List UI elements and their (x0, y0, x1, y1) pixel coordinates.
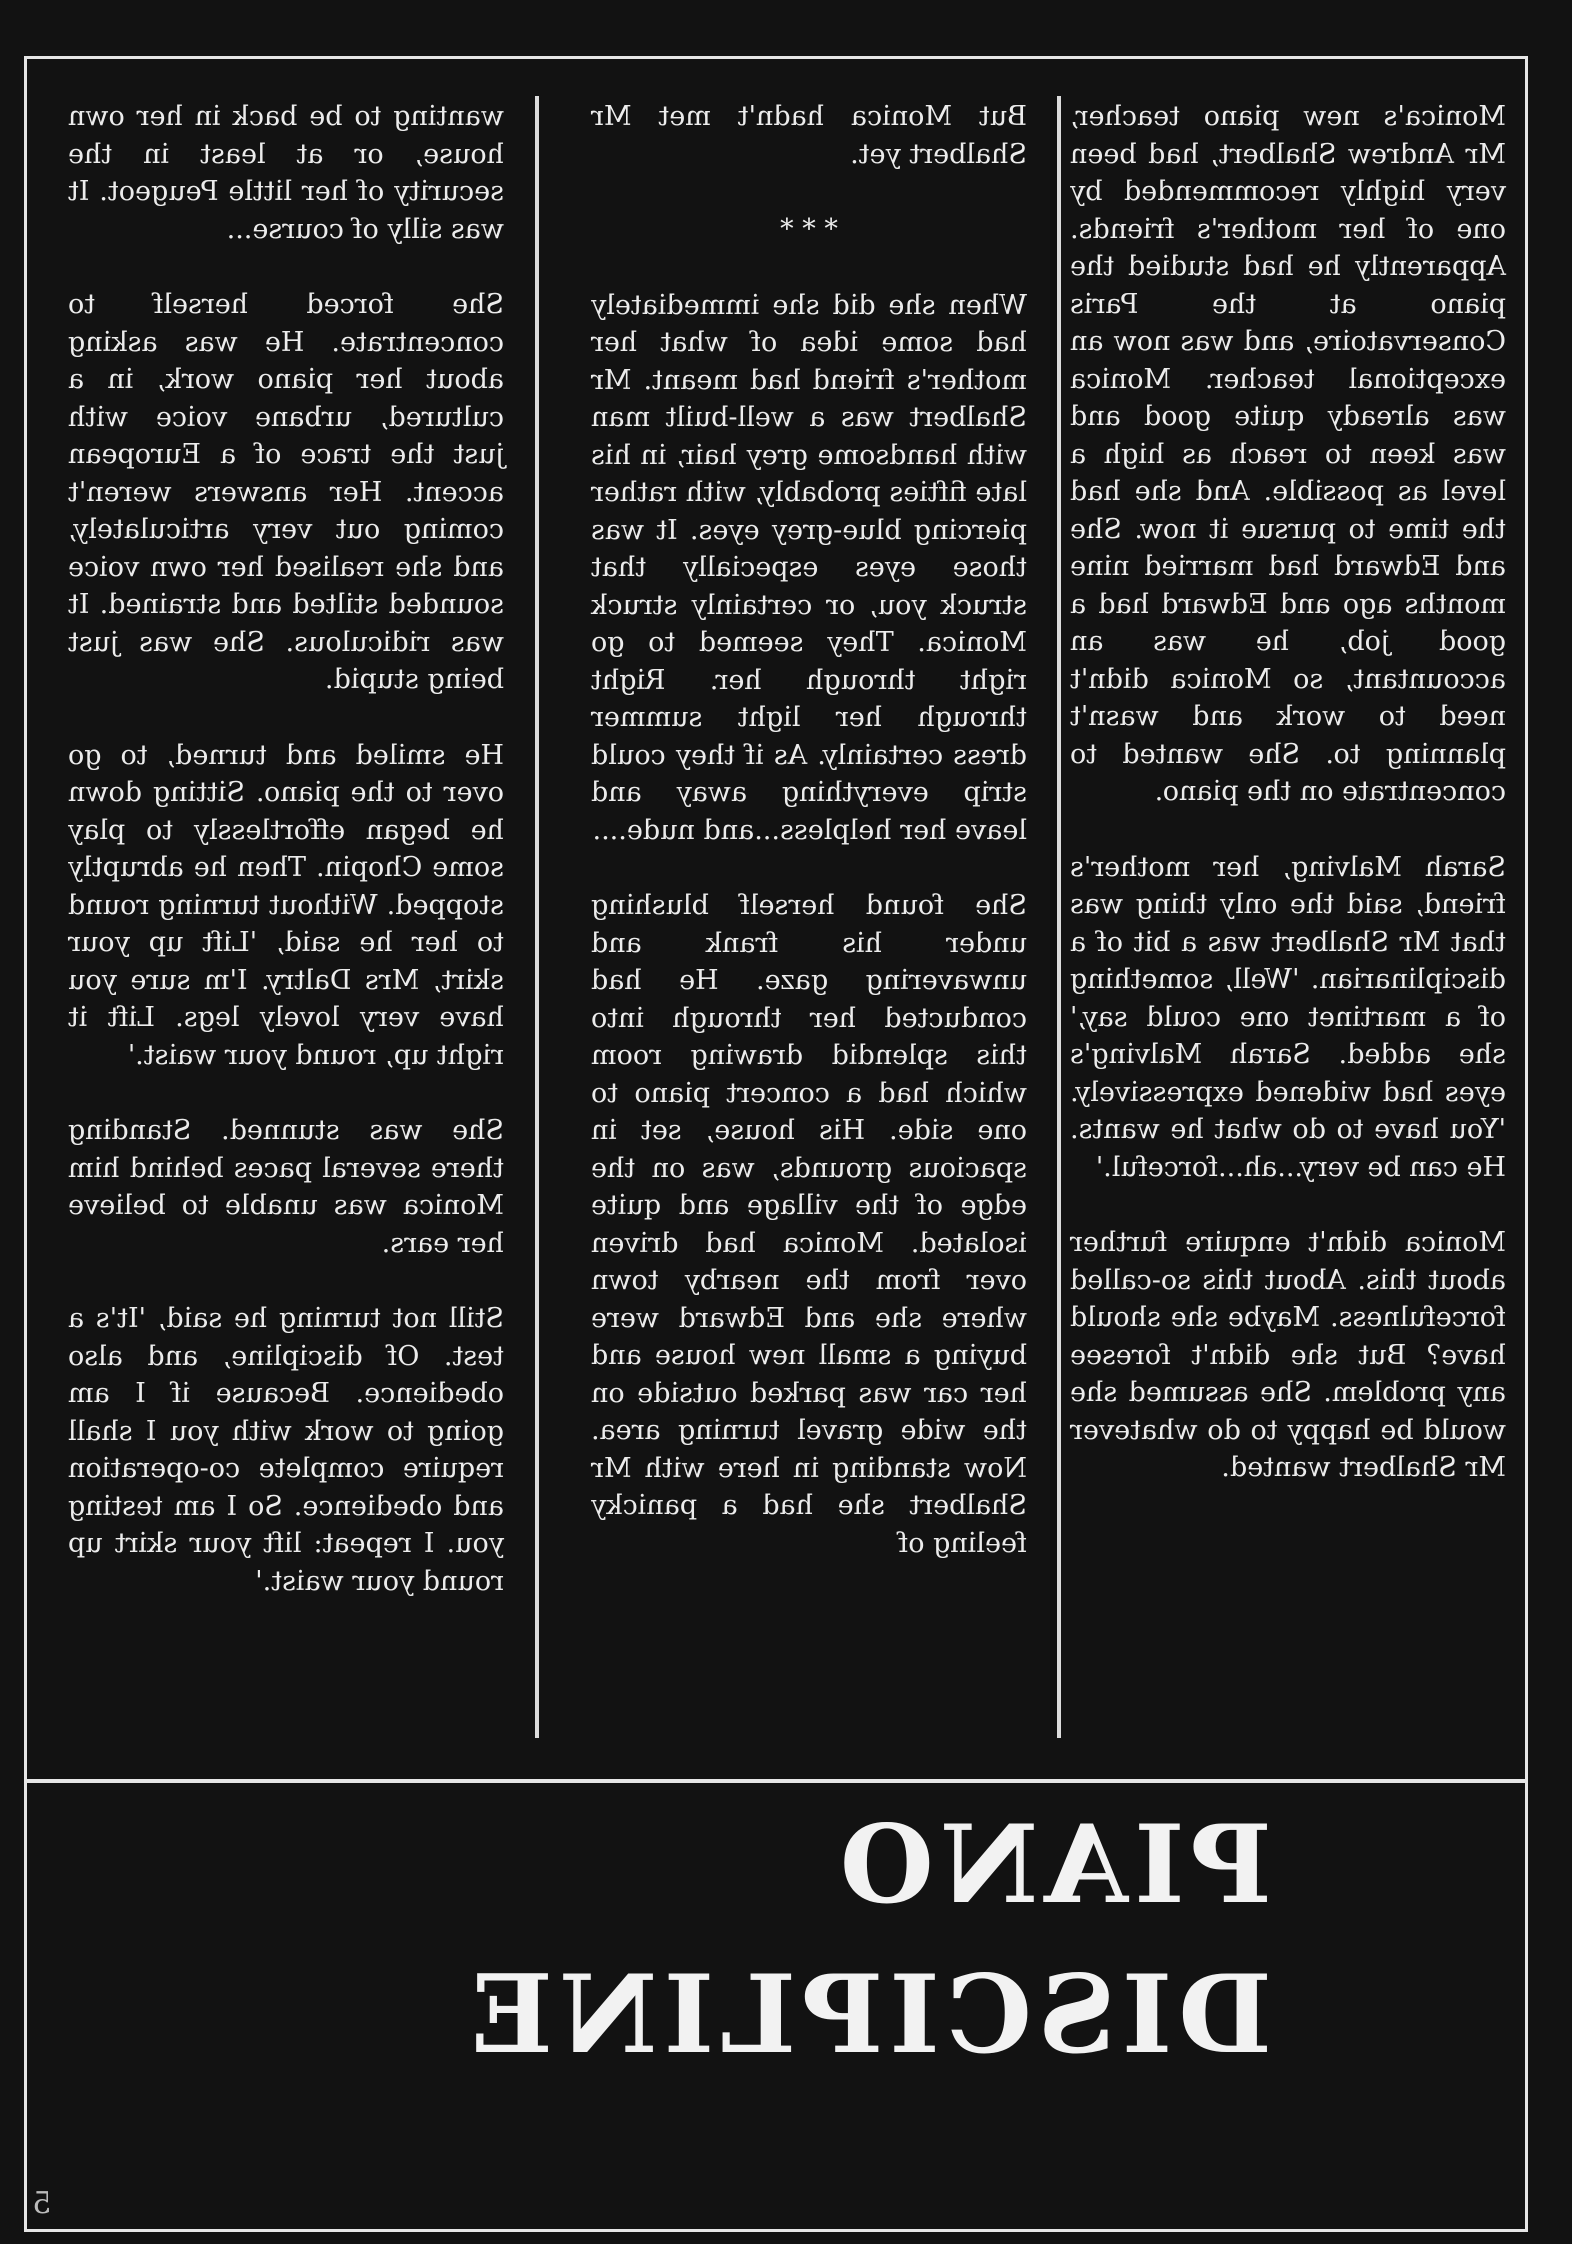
paragraph: Still not turning he said, 'It's a test. Of discipline, and also obedience. Because if I am going to work with you I shall require complete co-operation and obedience. So I am testing you. I repeat: lift your skirt up round your waist.' (68, 1303, 504, 1597)
page-number: 5 (32, 2186, 52, 2221)
paragraph: She found herself blushing under his frank and unwavering gaze. He had conducted her through into this splendid drawing room which had a concert piano to one side. His house, set in spacious grounds, was on the edge of the village and quite isolated. Monica had driven over from the nearby town where she and Edward were buying a small new house and her car was parked outside on the wide gravel turning area. Now standing in here with Mr Shalbert she had a panicky feeling of (591, 890, 1027, 1559)
paragraph: But Monica hadn't met Mr Shalbert yet. (591, 101, 1027, 170)
column-rule (535, 96, 539, 1738)
paragraph: Sarah Malving, her mother's friend, said the only thing was that Mr Shalbert was a bit of a disciplinarian. 'Well, something of a martinet one could say,' she added. Sarah Malving's eyes had widened expressively. 'You have to do what he wants. He can be very...ah...forceful.' (1070, 851, 1506, 1183)
title-line-2: DISCIPLINE (464, 1952, 1272, 2078)
paragraph: She forced herself to concentrate. He was asking about her piano work, in a cultured, urbane voice with just the trace of a European accent. Her answers weren't coming out very articulately, and she realised her own voice sounded stilted and strained. It was ridiculous. She was just being stupid. (68, 289, 504, 695)
text-column-2 (591, 98, 1027, 1562)
paragraph: She was stunned. Standing there several paces behind him Monica was unable to believe her ears. (68, 1115, 504, 1259)
paragraph: Monica didn't enquire further about this. About this so-called forcefulness. Maybe she should have? But she didn't foresee any problem. She assumed she would be happy to do whatever Mr Shalbert wanted. (1070, 1227, 1506, 1483)
paragraph: wanting to be back in her own house, or at least in the security of her little Peugeot. It was silly of course... (68, 101, 504, 245)
text-column-3 (68, 98, 504, 1600)
section-break: * * * (780, 214, 838, 245)
title-line-1: PIANO (833, 1802, 1272, 1928)
paragraph: When she did she immediately had some idea of what her mother's friend had meant. Mr Shalbert was a well-built man with handsome grey hair, in his late fifties probably, with rather piercing blue-grey eyes. It was those eyes especially that struck you, or certainly struck Monica. They seemed to go right through her. Right through her light summer dress certainly. As if they could strip everything away and leave her helpless...and nude.... (591, 289, 1027, 846)
article-title (372, 1790, 1272, 2090)
text-column-1 (1070, 98, 1506, 1487)
paragraph: Monica's new piano teacher, Mr Andrew Shalbert, had been very highly recommended by one of her mother's friends. Apparently he had studied the piano at the Paris Conservatoire, and was now an exceptional teacher. Monica was already quite good and was keen to reach as high a level as possible. And she had the time to pursue it now. She and Edward had married nine months ago and Edward had a good job, he was an accountant, so Monica didn't need to work and wasn't planning to. She wanted to concentrate on the piano. (1070, 101, 1506, 807)
paragraph: He smiled and turned, to go over to the piano. Sitting down he began effortlessly to play some Chopin. Then he abruptly stopped. Without turning round to her he said, 'Lift up your skirt, Mrs Daltry. I'm sure you have very lovely legs. Lift it right up, round your waist.' (68, 739, 504, 1071)
column-rule (1057, 96, 1061, 1738)
